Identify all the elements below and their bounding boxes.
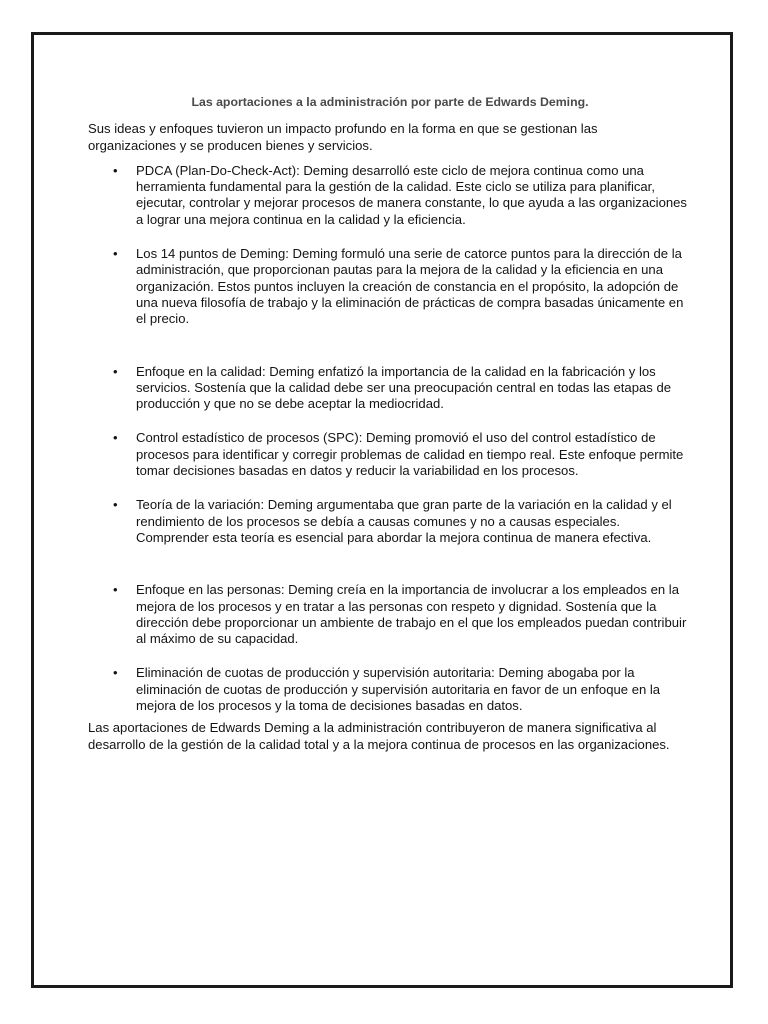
- bullet-icon: •: [113, 363, 118, 379]
- bullet-icon: •: [113, 430, 118, 446]
- list-item-text: Eliminación de cuotas de producción y supervisión autoritaria: Deming abogaba por la eliminación de cuotas de producción y supervisión autoritaria en favor de un enfoque en la mejora de los procesos y la toma de decisiones basadas en datos.: [136, 665, 661, 714]
- list-item-quota-elimination: [88, 665, 688, 714]
- list-item-people-focus: [88, 582, 688, 647]
- contributions-list: [88, 163, 688, 714]
- document-body: [88, 94, 688, 753]
- list-item-spc: [88, 430, 688, 479]
- list-item-quality-focus: [88, 364, 688, 413]
- list-item-14-points: [88, 246, 688, 327]
- bullet-icon: •: [113, 246, 118, 262]
- list-item-text: Control estadístico de procesos (SPC): Deming promovió el uso del control estadístico de procesos para identificar y corregir problemas de calidad en tiempo real. Este enfoque permite tomar decisiones basadas en datos y reducir la variabilidad en los procesos.: [136, 430, 684, 479]
- intro-paragraph: Sus ideas y enfoques tuvieron un impacto profundo en la forma en que se gestionan las organizaciones y se producen bienes y servicios.: [88, 121, 598, 153]
- list-item-pdca: [88, 163, 688, 228]
- bullet-icon: •: [113, 665, 118, 681]
- list-item-text: Los 14 puntos de Deming: Deming formuló una serie de catorce puntos para la dirección de la administración, que proporcionan pautas para la mejora de la calidad y la eficiencia en una organización. Estos puntos incluyen la creación de constancia en el propósito, la adopción de una nueva filosofía de trabajo y la eliminación de prácticas de compra basadas únicamente en el precio.: [136, 246, 684, 327]
- conclusion-paragraph: Las aportaciones de Edwards Deming a la administración contribuyeron de manera significativa al desarrollo de la gestión de la calidad total y a la mejora continua de procesos en las organizaciones.: [88, 720, 670, 752]
- list-item-text: Teoría de la variación: Deming argumentaba que gran parte de la variación en la calidad y el rendimiento de los procesos se debía a causas comunes y no a causas especiales. Comprender esta teoría es esencial para abordar la mejora continua de manera efectiva.: [136, 497, 672, 545]
- bullet-icon: •: [113, 497, 118, 513]
- list-item-variation-theory: [88, 497, 688, 546]
- document-title: Las aportaciones a la administración por parte de Edwards Deming.: [191, 95, 589, 109]
- list-item-text: PDCA (Plan-Do-Check-Act): Deming desarrolló este ciclo de mejora continua como una herramienta fundamental para la gestión de la calidad. Este ciclo se utiliza para planificar, ejecutar, controlar y mejorar procesos de manera constante, lo que ayuda a las organizaciones a lograr una mejora continua en la calidad y la eficiencia.: [136, 162, 687, 227]
- bullet-icon: •: [113, 582, 118, 598]
- list-item-text: Enfoque en la calidad: Deming enfatizó la importancia de la calidad en la fabricación y los servicios. Sostenía que la calidad debe ser una preocupación central en todas las etapas de producción y que no se debe aceptar la mediocridad.: [136, 363, 672, 412]
- list-item-text: Enfoque en las personas: Deming creía en la importancia de involucrar a los empleados en la mejora de los procesos y en tratar a las personas con respeto y dignidad. Sostenía que la dirección debe proporcionar un ambiente de trabajo en el que los empleados puedan contribuir al máximo de su capacidad.: [136, 582, 687, 647]
- bullet-icon: •: [113, 162, 118, 178]
